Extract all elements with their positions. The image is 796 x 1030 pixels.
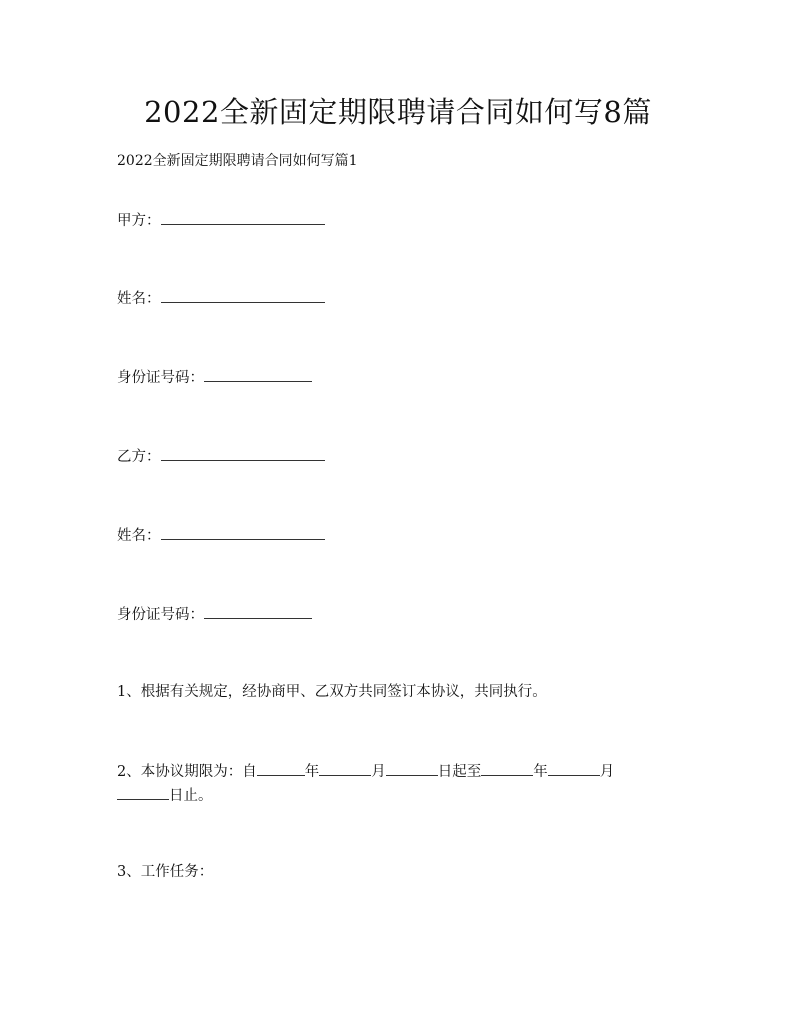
clause-2-line-1	[117, 761, 614, 782]
start-year-blank[interactable]	[257, 761, 305, 776]
start-month-blank[interactable]	[319, 761, 371, 776]
party-a-row	[117, 210, 325, 231]
end-month-label: 月	[599, 764, 615, 780]
document-title: 2022全新固定期限聘请合同如何写8篇	[144, 95, 652, 129]
id-b-label: 身份证号码：	[117, 607, 204, 623]
name-b-row	[117, 525, 325, 546]
section-subtitle: 2022全新固定期限聘请合同如何写篇1	[117, 153, 358, 169]
end-year-blank[interactable]	[481, 761, 533, 776]
clause-3: 3、工作任务：	[117, 864, 214, 880]
clause-2-line-2	[117, 785, 213, 806]
name-a-blank[interactable]	[161, 288, 325, 303]
start-suffix: 日起至	[437, 764, 482, 780]
start-month-label: 月	[371, 764, 386, 780]
party-b-label: 乙方：	[117, 449, 161, 465]
name-b-label: 姓名：	[117, 528, 161, 544]
name-a-row	[117, 288, 325, 309]
id-a-row	[117, 367, 312, 388]
party-a-label: 甲方：	[117, 213, 161, 229]
clause-1: 1、根据有关规定，经协商甲、乙双方共同签订本协议，共同执行。	[117, 684, 547, 700]
end-month-blank[interactable]	[548, 761, 600, 776]
name-a-label: 姓名：	[117, 291, 161, 307]
name-b-blank[interactable]	[161, 525, 325, 540]
start-year-label: 年	[304, 764, 320, 780]
party-a-blank[interactable]	[161, 210, 325, 225]
party-b-row	[117, 446, 325, 467]
id-b-row	[117, 604, 312, 625]
party-b-blank[interactable]	[161, 446, 325, 461]
id-b-blank[interactable]	[204, 604, 312, 619]
end-year-label: 年	[533, 764, 548, 780]
end-day-blank[interactable]	[117, 785, 169, 800]
clause-2-prefix: 2、本协议期限为：自	[117, 764, 257, 780]
end-suffix: 日止。	[169, 788, 213, 804]
id-a-label: 身份证号码：	[117, 370, 204, 386]
id-a-blank[interactable]	[204, 367, 312, 382]
start-day-blank[interactable]	[386, 761, 438, 776]
